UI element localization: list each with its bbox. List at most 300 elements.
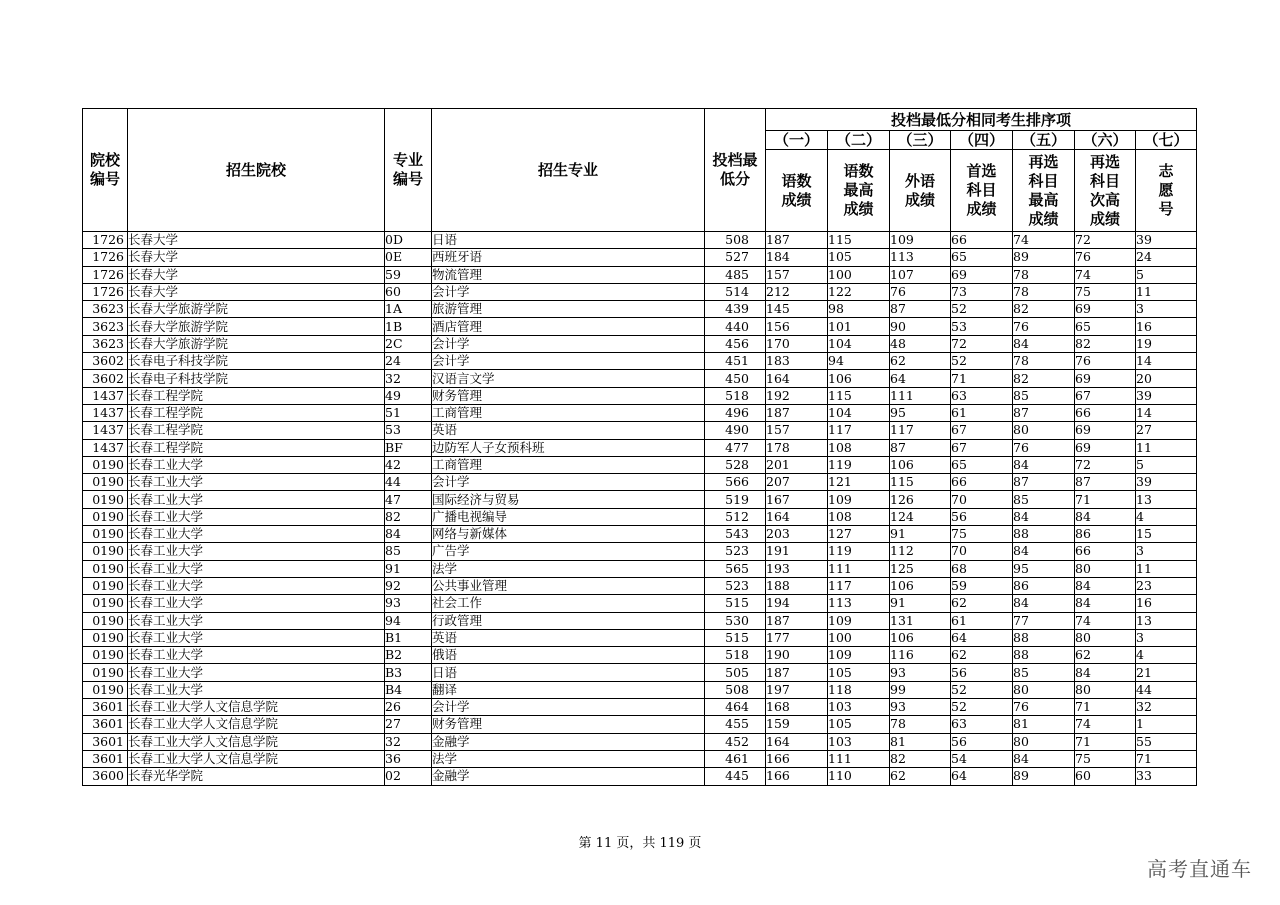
table-row [83,404,1197,421]
cell-volunteer-no: 39 [1136,232,1197,249]
cell-major-name: 会计学 [432,474,705,491]
cell-score-2: 108 [828,439,890,456]
cell-score-2: 121 [828,474,890,491]
cell-min-score: 451 [705,353,766,370]
cell-score-4: 52 [951,681,1013,698]
cell-major-code: 92 [385,577,432,594]
cell-college-name: 长春光华学院 [128,768,385,785]
cell-score-5: 87 [1013,474,1075,491]
cell-college-code: 3623 [83,335,128,352]
cell-score-3: 116 [890,647,951,664]
cell-score-4: 68 [951,560,1013,577]
cell-score-6: 80 [1075,629,1136,646]
cell-score-6: 69 [1075,439,1136,456]
cell-score-5: 84 [1013,335,1075,352]
cell-score-6: 80 [1075,560,1136,577]
cell-score-2: 105 [828,664,890,681]
header-college-code-text: 院校编号 [90,151,121,188]
cell-score-5: 87 [1013,404,1075,421]
cell-score-3: 109 [890,232,951,249]
header-tiebreak-label [828,150,890,232]
cell-college-code: 1726 [83,232,128,249]
cell-major-code: 51 [385,404,432,421]
cell-score-2: 105 [828,716,890,733]
cell-score-3: 87 [890,301,951,318]
cell-major-code: B4 [385,681,432,698]
cell-major-code: B3 [385,664,432,681]
cell-volunteer-no: 3 [1136,629,1197,646]
cell-score-4: 53 [951,318,1013,335]
cell-score-1: 188 [766,577,828,594]
cell-score-3: 90 [890,318,951,335]
cell-score-6: 76 [1075,353,1136,370]
cell-college-name: 长春大学 [128,266,385,283]
cell-score-6: 80 [1075,681,1136,698]
cell-score-4: 61 [951,612,1013,629]
cell-score-4: 56 [951,508,1013,525]
cell-score-4: 71 [951,370,1013,387]
cell-score-5: 95 [1013,560,1075,577]
header-tiebreak-label-text: 外语成绩 [905,171,936,209]
cell-score-2: 100 [828,266,890,283]
cell-college-name: 长春大学 [128,249,385,266]
cell-min-score: 519 [705,491,766,508]
header-tiebreak-num: （五） [1013,131,1075,150]
cell-college-name: 长春工业大学 [128,491,385,508]
cell-score-4: 67 [951,422,1013,439]
cell-score-2: 119 [828,543,890,560]
cell-score-6: 82 [1075,335,1136,352]
cell-score-5: 85 [1013,491,1075,508]
cell-volunteer-no: 27 [1136,422,1197,439]
cell-score-5: 81 [1013,716,1075,733]
cell-score-6: 84 [1075,664,1136,681]
cell-score-6: 62 [1075,647,1136,664]
cell-college-name: 长春工程学院 [128,404,385,421]
cell-major-code: 32 [385,733,432,750]
cell-major-name: 行政管理 [432,612,705,629]
cell-college-name: 长春工程学院 [128,422,385,439]
cell-volunteer-no: 3 [1136,301,1197,318]
table-row [83,543,1197,560]
cell-major-name: 社会工作 [432,595,705,612]
cell-score-5: 74 [1013,232,1075,249]
cell-volunteer-no: 39 [1136,387,1197,404]
cell-volunteer-no: 16 [1136,318,1197,335]
cell-score-1: 194 [766,595,828,612]
cell-score-6: 71 [1075,699,1136,716]
cell-min-score: 456 [705,335,766,352]
cell-score-1: 164 [766,508,828,525]
cell-score-1: 145 [766,301,828,318]
cell-score-4: 70 [951,491,1013,508]
cell-score-6: 60 [1075,768,1136,785]
cell-score-5: 85 [1013,664,1075,681]
cell-score-5: 76 [1013,699,1075,716]
cell-score-2: 103 [828,733,890,750]
cell-college-code: 0190 [83,577,128,594]
header-college-name: 招生院校 [128,109,385,232]
header-tiebreak-label-text: 志愿号 [1158,162,1174,218]
cell-score-3: 95 [890,404,951,421]
cell-volunteer-no: 14 [1136,353,1197,370]
cell-score-5: 84 [1013,456,1075,473]
cell-college-name: 长春工业大学人文信息学院 [128,716,385,733]
cell-college-code: 0190 [83,560,128,577]
cell-score-6: 74 [1075,612,1136,629]
header-tiebreak-label-text: 语数成绩 [781,171,812,209]
cell-college-code: 0190 [83,526,128,543]
cell-college-name: 长春电子科技学院 [128,353,385,370]
cell-score-2: 111 [828,560,890,577]
cell-score-6: 87 [1075,474,1136,491]
header-tiebreak-label [951,150,1013,232]
cell-score-2: 104 [828,335,890,352]
cell-major-code: 42 [385,456,432,473]
cell-volunteer-no: 32 [1136,699,1197,716]
cell-score-2: 108 [828,508,890,525]
cell-score-1: 187 [766,404,828,421]
cell-major-code: B1 [385,629,432,646]
cell-college-code: 1726 [83,249,128,266]
cell-major-code: 44 [385,474,432,491]
cell-score-6: 84 [1075,508,1136,525]
cell-college-name: 长春工程学院 [128,439,385,456]
cell-score-2: 115 [828,387,890,404]
cell-min-score: 518 [705,647,766,664]
header-tiebreak-num: （六） [1075,131,1136,150]
table-row [83,560,1197,577]
cell-score-6: 74 [1075,266,1136,283]
cell-college-name: 长春工业大学 [128,526,385,543]
table-row [83,768,1197,785]
header-min-score [705,109,766,232]
cell-college-name: 长春工业大学 [128,474,385,491]
cell-score-4: 66 [951,474,1013,491]
cell-major-name: 会计学 [432,283,705,300]
cell-college-name: 长春工业大学 [128,612,385,629]
cell-score-4: 62 [951,647,1013,664]
cell-major-name: 汉语言文学 [432,370,705,387]
cell-score-1: 201 [766,456,828,473]
header-tiebreak-label-text: 再选科目最高成绩 [1028,152,1059,228]
cell-score-6: 84 [1075,577,1136,594]
cell-major-name: 会计学 [432,699,705,716]
cell-score-5: 89 [1013,768,1075,785]
cell-score-2: 100 [828,629,890,646]
cell-score-2: 110 [828,768,890,785]
table-row [83,318,1197,335]
cell-score-2: 109 [828,647,890,664]
cell-volunteer-no: 4 [1136,647,1197,664]
cell-volunteer-no: 23 [1136,577,1197,594]
cell-score-5: 78 [1013,353,1075,370]
cell-score-4: 62 [951,595,1013,612]
cell-min-score: 485 [705,266,766,283]
table-row [83,577,1197,594]
cell-major-name: 英语 [432,422,705,439]
cell-score-2: 118 [828,681,890,698]
cell-score-2: 117 [828,422,890,439]
cell-volunteer-no: 5 [1136,266,1197,283]
cell-college-code: 0190 [83,456,128,473]
cell-score-2: 117 [828,577,890,594]
cell-score-1: 168 [766,699,828,716]
cell-min-score: 464 [705,699,766,716]
cell-volunteer-no: 13 [1136,612,1197,629]
cell-score-6: 66 [1075,543,1136,560]
cell-college-name: 长春工业大学 [128,664,385,681]
cell-major-code: 0E [385,249,432,266]
cell-volunteer-no: 16 [1136,595,1197,612]
cell-score-3: 62 [890,353,951,370]
cell-major-name: 日语 [432,232,705,249]
cell-college-name: 长春电子科技学院 [128,370,385,387]
cell-score-1: 166 [766,768,828,785]
cell-major-code: 84 [385,526,432,543]
cell-score-1: 166 [766,750,828,767]
table-row [83,249,1197,266]
table-row [83,508,1197,525]
table-row [83,266,1197,283]
cell-score-4: 73 [951,283,1013,300]
cell-score-1: 207 [766,474,828,491]
header-tiebreak-label [1075,150,1136,232]
cell-college-name: 长春大学旅游学院 [128,335,385,352]
cell-college-name: 长春工程学院 [128,387,385,404]
cell-college-code: 3602 [83,370,128,387]
table-row [83,699,1197,716]
cell-college-name: 长春大学 [128,283,385,300]
table-row [83,612,1197,629]
cell-volunteer-no: 24 [1136,249,1197,266]
cell-score-6: 75 [1075,750,1136,767]
cell-major-code: 36 [385,750,432,767]
header-college-code [83,109,128,232]
cell-min-score: 523 [705,543,766,560]
table-row [83,422,1197,439]
cell-min-score: 565 [705,560,766,577]
header-tiebreak-num: （四） [951,131,1013,150]
table-row [83,716,1197,733]
table-row [83,353,1197,370]
cell-score-6: 72 [1075,232,1136,249]
cell-min-score: 527 [705,249,766,266]
cell-score-2: 127 [828,526,890,543]
cell-college-name: 长春工业大学人文信息学院 [128,750,385,767]
cell-major-name: 网络与新媒体 [432,526,705,543]
cell-score-2: 103 [828,699,890,716]
cell-score-3: 112 [890,543,951,560]
cell-volunteer-no: 1 [1136,716,1197,733]
cell-score-4: 61 [951,404,1013,421]
cell-major-name: 金融学 [432,733,705,750]
header-tiebreak-title: 投档最低分相同考生排序项 [766,109,1197,131]
cell-score-6: 66 [1075,404,1136,421]
cell-score-1: 187 [766,232,828,249]
cell-score-4: 63 [951,387,1013,404]
cell-score-2: 111 [828,750,890,767]
cell-major-code: B2 [385,647,432,664]
cell-college-code: 3600 [83,768,128,785]
cell-score-3: 107 [890,266,951,283]
cell-score-5: 86 [1013,577,1075,594]
cell-score-6: 69 [1075,370,1136,387]
table-row [83,733,1197,750]
cell-score-3: 62 [890,768,951,785]
cell-volunteer-no: 39 [1136,474,1197,491]
cell-volunteer-no: 33 [1136,768,1197,785]
cell-score-2: 106 [828,370,890,387]
cell-min-score: 523 [705,577,766,594]
cell-min-score: 512 [705,508,766,525]
cell-major-code: 49 [385,387,432,404]
cell-college-name: 长春大学旅游学院 [128,301,385,318]
table-row [83,370,1197,387]
table-row [83,283,1197,300]
cell-volunteer-no: 71 [1136,750,1197,767]
cell-score-1: 212 [766,283,828,300]
cell-major-name: 法学 [432,750,705,767]
cell-college-name: 长春工业大学 [128,456,385,473]
cell-score-3: 125 [890,560,951,577]
header-tiebreak-num: （一） [766,131,828,150]
cell-college-name: 长春工业大学 [128,543,385,560]
cell-score-4: 72 [951,335,1013,352]
cell-college-code: 1437 [83,439,128,456]
admission-score-table [82,108,1197,786]
cell-score-2: 113 [828,595,890,612]
cell-volunteer-no: 11 [1136,283,1197,300]
page-footer: 第 11 页，共 119 页 [578,836,702,851]
cell-college-code: 1437 [83,422,128,439]
cell-major-code: 82 [385,508,432,525]
cell-score-2: 104 [828,404,890,421]
cell-major-code: 59 [385,266,432,283]
cell-score-3: 91 [890,595,951,612]
cell-score-1: 164 [766,733,828,750]
cell-major-code: 32 [385,370,432,387]
header-min-score-text: 投档最低分 [712,151,758,188]
cell-college-name: 长春工业大学 [128,629,385,646]
cell-score-4: 64 [951,768,1013,785]
cell-min-score: 528 [705,456,766,473]
table-row [83,595,1197,612]
cell-major-name: 工商管理 [432,456,705,473]
cell-score-3: 106 [890,629,951,646]
cell-score-1: 197 [766,681,828,698]
cell-major-code: 47 [385,491,432,508]
cell-major-name: 英语 [432,629,705,646]
table-row [83,629,1197,646]
cell-score-5: 88 [1013,526,1075,543]
cell-min-score: 455 [705,716,766,733]
cell-min-score: 496 [705,404,766,421]
cell-score-3: 115 [890,474,951,491]
table-row [83,232,1197,249]
header-tiebreak-label [1136,150,1197,232]
cell-college-code: 0190 [83,629,128,646]
cell-score-3: 93 [890,664,951,681]
cell-score-6: 84 [1075,595,1136,612]
cell-major-code: 26 [385,699,432,716]
cell-min-score: 515 [705,595,766,612]
cell-score-6: 69 [1075,301,1136,318]
cell-score-1: 187 [766,612,828,629]
cell-score-6: 86 [1075,526,1136,543]
cell-score-3: 106 [890,456,951,473]
cell-min-score: 452 [705,733,766,750]
header-tiebreak-num: （三） [890,131,951,150]
cell-score-3: 117 [890,422,951,439]
cell-score-5: 88 [1013,647,1075,664]
cell-score-1: 156 [766,318,828,335]
cell-score-5: 82 [1013,301,1075,318]
cell-score-5: 88 [1013,629,1075,646]
cell-college-code: 0190 [83,474,128,491]
cell-min-score: 518 [705,387,766,404]
cell-major-name: 日语 [432,664,705,681]
cell-score-1: 184 [766,249,828,266]
table-row [83,526,1197,543]
cell-min-score: 514 [705,283,766,300]
cell-college-name: 长春工业大学人文信息学院 [128,699,385,716]
cell-volunteer-no: 13 [1136,491,1197,508]
cell-score-2: 109 [828,612,890,629]
cell-min-score: 543 [705,526,766,543]
cell-score-3: 91 [890,526,951,543]
cell-major-name: 俄语 [432,647,705,664]
cell-volunteer-no: 21 [1136,664,1197,681]
cell-score-5: 80 [1013,733,1075,750]
cell-college-name: 长春工业大学 [128,577,385,594]
cell-score-3: 113 [890,249,951,266]
cell-college-code: 0190 [83,612,128,629]
cell-score-4: 56 [951,733,1013,750]
header-tiebreak-label-text: 再选科目次高成绩 [1090,152,1121,228]
header-tiebreak-label [1013,150,1075,232]
cell-major-code: 1A [385,301,432,318]
cell-score-5: 84 [1013,508,1075,525]
cell-major-code: 2C [385,335,432,352]
cell-score-4: 59 [951,577,1013,594]
cell-volunteer-no: 19 [1136,335,1197,352]
cell-score-5: 82 [1013,370,1075,387]
cell-volunteer-no: 3 [1136,543,1197,560]
table-row [83,335,1197,352]
cell-score-3: 93 [890,699,951,716]
cell-score-1: 170 [766,335,828,352]
cell-score-6: 67 [1075,387,1136,404]
cell-score-1: 191 [766,543,828,560]
cell-score-3: 76 [890,283,951,300]
cell-score-2: 98 [828,301,890,318]
header-tiebreak-label-text: 语数最高成绩 [843,162,874,218]
cell-volunteer-no: 4 [1136,508,1197,525]
cell-volunteer-no: 14 [1136,404,1197,421]
cell-score-6: 75 [1075,283,1136,300]
cell-score-6: 69 [1075,422,1136,439]
cell-major-code: 1B [385,318,432,335]
cell-score-1: 187 [766,664,828,681]
table-row [83,491,1197,508]
cell-score-5: 84 [1013,595,1075,612]
header-tiebreak-label [890,150,951,232]
cell-college-code: 0190 [83,595,128,612]
cell-score-1: 177 [766,629,828,646]
cell-college-name: 长春工业大学 [128,595,385,612]
cell-college-code: 3623 [83,318,128,335]
